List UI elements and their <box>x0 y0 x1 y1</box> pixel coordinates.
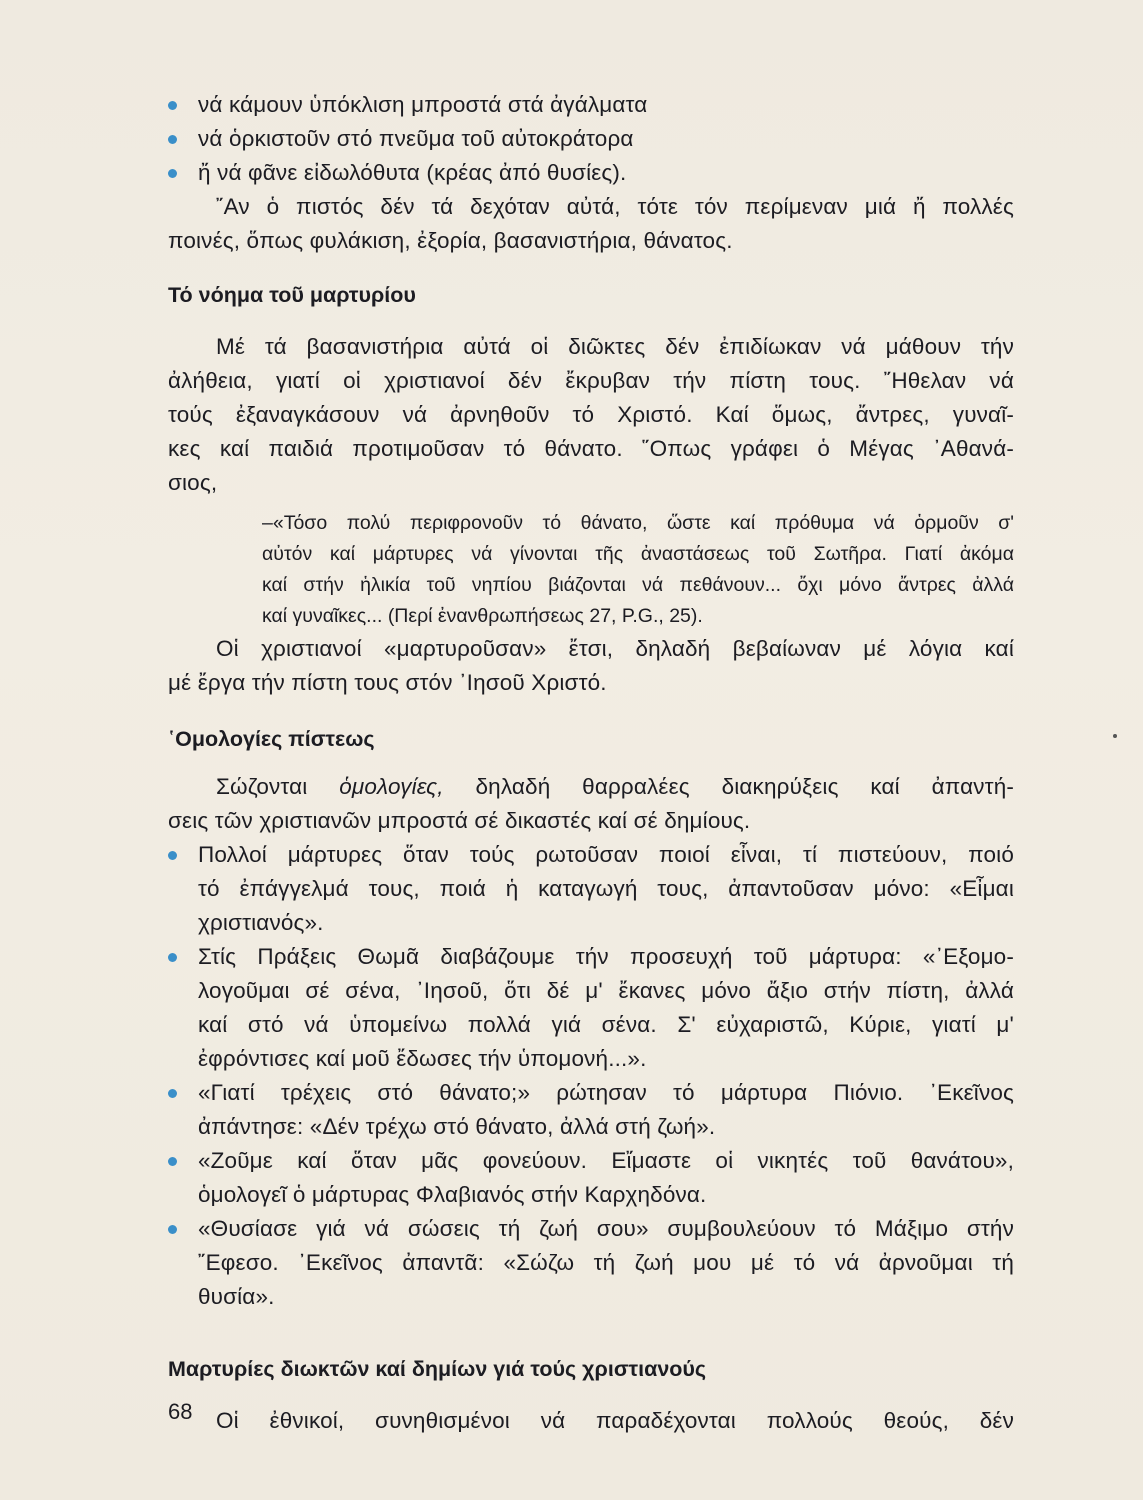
text-line: «Ζοῦμε καί ὅταν μᾶς φονεύουν. Εἴμαστε οἱ νικητές τοῦ θανάτου», <box>198 1148 1014 1173</box>
text-line: ποινές, ὅπως φυλάκιση, ἐξορία, βασανιστήρια, θάνατος. <box>168 228 733 253</box>
page-number: 68 <box>168 1399 193 1424</box>
intro-paragraph <box>168 190 1014 258</box>
text-span: Σώζονται <box>216 774 340 799</box>
list-item <box>168 1144 1014 1212</box>
martyrdom-paragraph <box>168 330 1014 500</box>
persecutors-paragraph <box>168 1404 1014 1438</box>
italic-term: ὁμολογίες, <box>339 774 444 799</box>
confessions-list <box>168 838 1014 1314</box>
text-line: Πολλοί μάρτυρες ὅταν τούς ρωτοῦσαν ποιοί εἶναι, τί πιστεύουν, ποιό <box>198 842 1014 867</box>
text-line: τούς ἐξαναγκάσουν νά ἀρνηθοῦν τό Χριστό. Καί ὅμως, ἄντρες, γυναῖ- <box>168 402 1014 427</box>
text-line: «Θυσίασε γιά νά σώσεις τή ζωή σου» συμβουλεύουν τό Μάξιμο στήν <box>198 1216 1014 1241</box>
list-item <box>168 1212 1014 1314</box>
text-line: ἐφρόντισες καί μοῦ ἔδωσες τήν ὑπομονή...». <box>198 1046 647 1071</box>
text-line: ἀπάντησε: «Δέν τρέχω στό θάνατο, ἀλλά στή ζωή». <box>198 1114 716 1139</box>
section-heading: Μαρτυρίες διωκτῶν καί δημίων γιά τούς χριστιανούς <box>168 1357 707 1381</box>
text-line: ἀλήθεια, γιατί οἱ χριστιανοί δέν ἔκρυβαν τήν πίστη τους. ῎Ηθελαν νά <box>168 368 1014 393</box>
list-item <box>168 122 1014 156</box>
text-line: Οἱ ἐθνικοί, συνηθισμένοι νά παραδέχονται πολλούς θεούς, δέν <box>216 1408 1014 1433</box>
list-item <box>168 1076 1014 1144</box>
quote-block <box>168 508 1014 632</box>
quote-line: αὐτόν καί μάρτυρες νά γίνονται τῆς ἀναστάσεως τοῦ Σωτῆρα. Γιατί ἀκόμα <box>262 543 1014 565</box>
section-heading: Τό νόημα τοῦ μαρτυρίου <box>168 283 416 307</box>
quote-line: καί στήν ἡλικία τοῦ νηπίου βιάζονται νά πεθάνουν... ὄχι μόνο ἄντρες ἀλλά <box>262 574 1014 596</box>
list-item-text: νά ὁρκιστοῦν στό πνεῦμα τοῦ αὐτοκράτορα <box>198 126 634 151</box>
bullet-icon <box>168 135 177 144</box>
section-heading: ῾Ομολογίες πίστεως <box>168 727 375 751</box>
bullet-icon <box>168 1157 177 1166</box>
quote-line: καί γυναῖκες... (Περί ἐνανθρωπήσεως 27, P.G., 25). <box>262 605 703 627</box>
bullet-icon <box>168 101 177 110</box>
intro-bullet-list <box>168 88 1014 190</box>
text-line: θυσία». <box>198 1284 275 1309</box>
quote-line: –«Τόσο πολύ περιφρονοῦν τό θάνατο, ὥστε καί πρόθυμα νά ὁρμοῦν σ' <box>262 512 1014 534</box>
text-span: δηλαδή θαρραλέες διακηρύξεις καί ἀπαντή- <box>443 774 1015 799</box>
text-line: ῎Αν ὁ πιστός δέν τά δεχόταν αὐτά, τότε τόν περίμεναν μιά ἤ πολλές <box>216 194 1014 219</box>
text-line: ῎Εφεσο. ᾿Εκεῖνος ἀπαντᾶ: «Σώζω τή ζωή μου μέ τό νά ἀρνοῦμαι τή <box>198 1250 1014 1275</box>
list-item <box>168 88 1014 122</box>
page-content <box>168 88 1014 1438</box>
speck-mark <box>1113 734 1117 738</box>
bullet-icon <box>168 1089 177 1098</box>
text-line: Μέ τά βασανιστήρια αὐτά οἱ διῶκτες δέν ἐπιδίωκαν νά μάθουν τήν <box>216 334 1014 359</box>
text-line: τό ἐπάγγελμά τους, ποιά ἡ καταγωγή τους, ἀπαντοῦσαν μόνο: «Εἶμαι <box>198 876 1014 901</box>
confessions-intro <box>168 770 1014 838</box>
bullet-icon <box>168 953 177 962</box>
text-line: μέ ἔργα τήν πίστη τους στόν ᾿Ιησοῦ Χριστό. <box>168 670 607 695</box>
text-line: σεις τῶν χριστιανῶν μπροστά σέ δικαστές καί σέ δημίους. <box>168 808 751 833</box>
bullet-icon <box>168 1225 177 1234</box>
text-line: κες καί παιδιά προτιμοῦσαν τό θάνατο. ῞Οπως γράφει ὁ Μέγας ᾿Αθανά- <box>168 436 1014 461</box>
bullet-icon <box>168 169 177 178</box>
list-item <box>168 940 1014 1076</box>
testimony-paragraph <box>168 632 1014 700</box>
text-line: «Γιατί τρέχεις στό θάνατο;» ρώτησαν τό μάρτυρα Πιόνιο. ᾿Εκεῖνος <box>198 1080 1014 1105</box>
text-line: Οἱ χριστιανοί «μαρτυροῦσαν» ἔτσι, δηλαδή βεβαίωναν μέ λόγια καί <box>216 636 1014 661</box>
list-item-text: ἤ νά φᾶνε εἰδωλόθυτα (κρέας ἀπό θυσίες). <box>198 160 627 185</box>
text-line: σιος, <box>168 470 218 495</box>
text-line <box>168 770 1014 804</box>
text-line: καί στό νά ὑπομείνω πολλά γιά σένα. Σ' εὐχαριστῶ, Κύριε, γιατί μ' <box>198 1012 1014 1037</box>
text-line: χριστιανός». <box>198 910 324 935</box>
bullet-icon <box>168 851 177 860</box>
text-line: λογοῦμαι σέ σένα, ᾿Ιησοῦ, ὅτι δέ μ' ἔκανες μόνο ἄξιο στήν πίστη, ἀλλά <box>198 978 1014 1003</box>
text-line: Στίς Πράξεις Θωμᾶ διαβάζουμε τήν προσευχή τοῦ μάρτυρα: «᾿Εξομο- <box>198 944 1014 969</box>
list-item <box>168 156 1014 190</box>
list-item-text: νά κάμουν ὑπόκλιση μπροστά στά ἀγάλματα <box>198 92 648 117</box>
text-line: ὁμολογεῖ ὁ μάρτυρας Φλαβιανός στήν Καρχηδόνα. <box>198 1182 707 1207</box>
list-item <box>168 838 1014 940</box>
